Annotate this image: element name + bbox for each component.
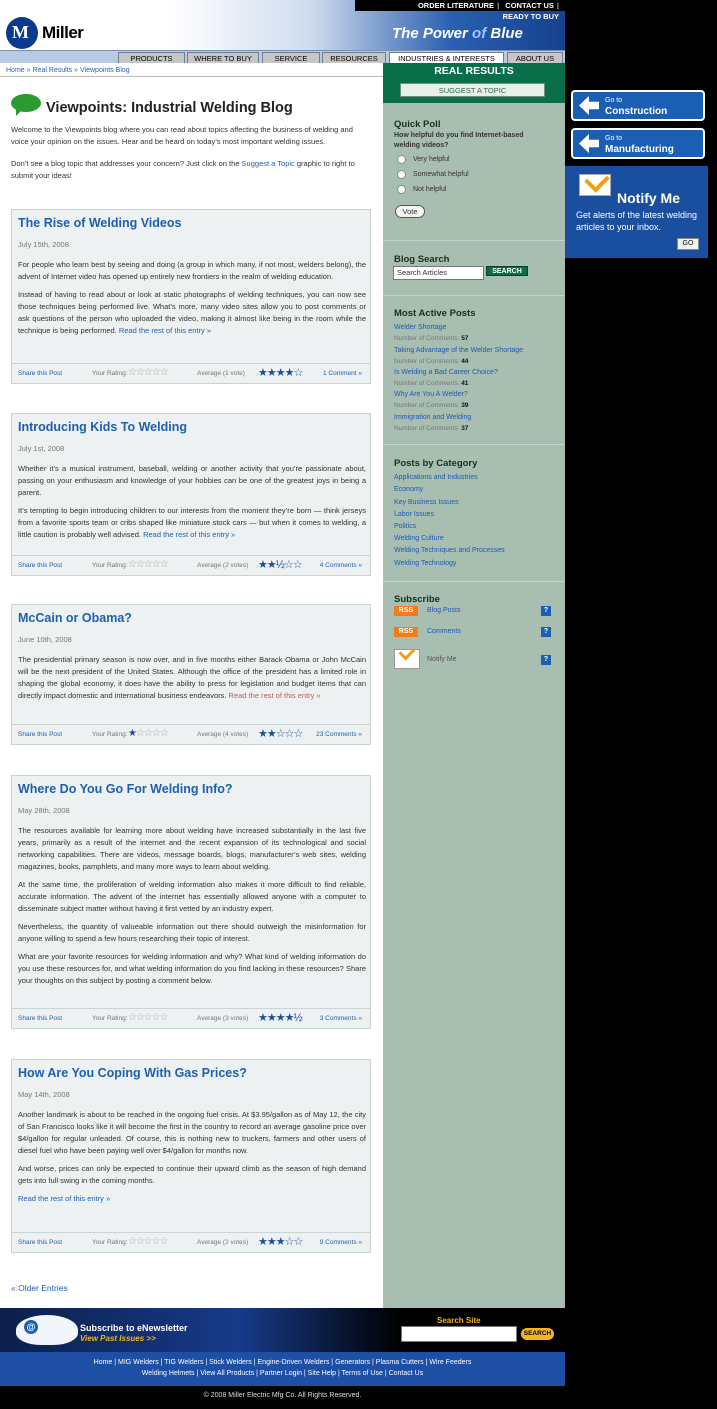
post-body	[18, 654, 366, 708]
post-title[interactable]: Introducing Kids To Welding	[18, 420, 187, 434]
copyright: © 2008 Miller Electric Mfg Co. All Rights Reserved.	[203, 1392, 362, 1399]
average-rating-stars: ★★★★½	[258, 1012, 302, 1024]
active-post-count: Number of Comments: 57	[394, 335, 469, 342]
post-paragraph: What are your favorite resources for welding information and why? What kind of welding information do you use these resources for, and what welding information do you find lacking in these resources? Share your thoughts on this subject by posting a comment below.	[18, 952, 366, 985]
poll-option-label: Very helpful	[413, 156, 450, 163]
site-search-label: Search Site	[437, 1316, 481, 1325]
category-link[interactable]: Welding Techniques and Processes	[394, 547, 505, 554]
nav-industries-interests[interactable]: INDUSTRIES & INTERESTS	[389, 52, 504, 64]
tagline: The Power of Blue	[392, 25, 523, 42]
goto-manufacturing-button[interactable]	[571, 128, 705, 159]
share-post-link[interactable]: Share this Post	[18, 1239, 63, 1246]
your-rating-stars[interactable]: ☆☆☆☆☆	[128, 1236, 168, 1247]
older-entries-link[interactable]: « Older Entries	[11, 1283, 68, 1293]
notify-me-panel	[565, 166, 708, 258]
suggest-topic-link[interactable]: Suggest a Topic	[241, 159, 295, 168]
help-icon[interactable]: ?	[541, 655, 551, 665]
share-post-link[interactable]: Share this Post	[18, 370, 63, 377]
nav-service[interactable]: SERVICE	[262, 52, 320, 64]
poll-question: How helpful do you find Internet-based welding videos?	[394, 132, 524, 149]
comments-link[interactable]: 1 Comment »	[322, 370, 362, 377]
notify-go-button[interactable]: GO	[677, 238, 699, 250]
intro-paragraph-suggest: Don’t see a blog topic that addresses your concern? Just click on the Suggest a Topic graphic to right to submit your ideas!	[11, 159, 355, 180]
miller-logo-icon: M	[6, 17, 38, 49]
your-rating-label: Your Rating:	[92, 731, 128, 738]
comments-link[interactable]: 3 Comments »	[319, 1015, 362, 1022]
read-more-link[interactable]: Read the rest of this entry »	[143, 530, 236, 539]
poll-radio-not-helpful[interactable]	[397, 185, 406, 194]
post-footer	[12, 363, 370, 383]
real-results-banner: REAL RESULTS	[383, 63, 565, 79]
read-more-link[interactable]: Read the rest of this entry »	[118, 326, 212, 335]
poll-radio-somewhat-helpful[interactable]	[397, 170, 406, 179]
footer-links-row-2[interactable]: Welding Helmets | View All Products | Partner Login | Site Help | Terms of Use | Contact Us	[141, 1370, 424, 1377]
average-rating-label: Average (1 vote)	[197, 370, 245, 377]
breadcrumb-sep: »	[26, 67, 31, 74]
share-post-link[interactable]: Share this Post	[18, 1015, 63, 1022]
category-link[interactable]: Welding Technology	[394, 560, 457, 567]
rss-icon[interactable]: RSS	[394, 627, 418, 637]
category-link[interactable]: Key Business Issues	[394, 499, 459, 506]
posts-by-category-title: Posts by Category	[394, 458, 478, 469]
blog-post	[11, 413, 371, 576]
quick-poll-title: Quick Poll	[394, 119, 441, 130]
goto-target: Construction	[605, 106, 668, 117]
post-body	[18, 463, 366, 547]
category-link[interactable]: Economy	[394, 486, 424, 493]
most-active-title: Most Active Posts	[394, 308, 476, 319]
post-paragraph: Whether it’s a musical instrument, baseball, welding or another activity that you’re passionate about, passing on your enthusiasm and knowledge of your hobbies can be one of the greatest joys in being a parent.	[18, 464, 366, 497]
category-link[interactable]: Labor Issues	[394, 511, 435, 518]
post-paragraph: At the same time, the proliferation of welding information also makes it more difficult to find reliable, accurate information. The advent of the internet has essentially allowed anyone with a computer to disseminate subject matter without having it first vetted by an industry expert.	[18, 880, 366, 913]
post-body	[18, 825, 366, 993]
breadcrumb-current[interactable]: Viewpoints Blog	[80, 67, 130, 74]
active-post-link[interactable]: Why Are You A Welder?	[394, 391, 468, 398]
notify-title: Notify Me	[617, 190, 680, 206]
your-rating-stars[interactable]: ☆☆☆☆☆	[128, 367, 168, 378]
post-date: July 15th, 2008	[18, 240, 69, 249]
average-rating-stars: ★★☆☆☆	[258, 728, 303, 740]
comments-link[interactable]: 9 Comments »	[319, 1239, 362, 1246]
subscribe-comments[interactable]: Comments	[427, 628, 461, 635]
speech-bubble-icon	[11, 94, 41, 112]
post-body	[18, 259, 366, 343]
blog-search-input[interactable]: Search Articles	[393, 266, 484, 280]
your-rating-label: Your Rating:	[92, 562, 128, 569]
active-post-count: Number of Comments: 41	[394, 380, 469, 387]
average-rating-label: Average (3 votes)	[197, 1015, 249, 1022]
post-paragraph: Another landmark is about to be reached in the ongoing fuel crisis. At $3.95/gallon as of May 12, the city of San Francisco looks like it will become the first in the country to record an average gasoline price over $4/gallon for regular unleaded. Of course, this is nothing new to truckers, farmers and other users of diesel fuel who have been paying well over $4/gallon for months now.	[18, 1110, 366, 1155]
main-nav	[0, 50, 565, 63]
active-post-count: Number of Comments: 37	[394, 425, 469, 432]
newsletter-icon: @	[16, 1315, 78, 1345]
past-issues-link[interactable]: View Past Issues >>	[80, 1334, 156, 1343]
sidebar	[383, 63, 565, 1308]
poll-option-label: Somewhat helpful	[413, 171, 469, 178]
post-paragraph: And worse, prices can only be expected to continue their upward climb as the season of high demand gets into full swing in the coming months.	[18, 1164, 366, 1185]
nav-where-to-buy[interactable]: WHERE TO BUY	[187, 52, 259, 64]
post-date: July 1st, 2008	[18, 444, 65, 453]
page-title: Viewpoints: Industrial Welding Blog	[46, 100, 293, 116]
post-paragraph: It’s tempting to begin introducing children to our interests from the moment they’re born — think jerseys from a favorite sports team or cribs shaped like miniature stock cars — but when it comes to welding, a little caution is probably well advised. Read the rest of this entry »	[18, 506, 366, 539]
blog-search-button[interactable]: SEARCH	[486, 266, 528, 276]
share-post-link[interactable]: Share this Post	[18, 562, 63, 569]
active-post-link[interactable]: Is Welding a Bad Career Choice?	[394, 369, 498, 376]
active-post-link[interactable]: Immigration and Welding	[394, 414, 472, 421]
arrow-left-icon	[579, 96, 599, 115]
breadcrumb-sep: »	[74, 67, 79, 74]
goto-target: Manufacturing	[605, 144, 674, 155]
average-rating-stars: ★★½☆☆	[258, 559, 302, 571]
post-date: May 28th, 2008	[18, 806, 70, 815]
blog-post	[11, 1059, 371, 1253]
category-link[interactable]: Welding Culture	[394, 535, 444, 542]
post-title[interactable]: The Rise of Welding Videos	[18, 216, 182, 230]
breadcrumb	[0, 63, 383, 77]
arrow-left-icon	[579, 134, 599, 153]
average-rating-label: Average (2 votes)	[197, 1239, 249, 1246]
active-post-link[interactable]: Taking Advantage of the Welder Shortage	[394, 347, 524, 354]
divider	[383, 240, 565, 241]
intro-paragraph: Welcome to the Viewpoints blog where you can read about topics affecting the business of welding and voice your opinion on the issues. Hear and be heard on today’s most important welding issues.	[11, 125, 353, 146]
divider	[383, 295, 565, 296]
average-rating-label: Average (4 votes)	[197, 731, 249, 738]
nav-resources[interactable]: RESOURCES	[322, 52, 386, 64]
your-rating-stars[interactable]: ☆☆☆☆☆	[128, 559, 168, 570]
miller-logo[interactable]	[6, 17, 96, 49]
top-links: ORDER LITERATURE | CONTACT US | READY TO BUY	[355, 0, 565, 11]
post-paragraph: For people who learn best by seeing and doing (a group in which many, if not most, welders belong), the advent of Internet video has opened up entirely new frontiers in the realm of welding education.	[18, 260, 366, 281]
post-title[interactable]: How Are You Coping With Gas Prices?	[18, 1066, 247, 1080]
post-date: June 10th, 2008	[18, 635, 72, 644]
post-footer	[12, 1232, 370, 1252]
help-icon[interactable]: ?	[541, 606, 551, 616]
breadcrumb-real-results[interactable]: Real Results	[32, 67, 73, 74]
goto-label: Go to	[605, 135, 623, 142]
post-paragraph: The presidential primary season is now over, and in five months either Barack Obama or John McCain will be the next president of the United States. Although the office of the president has a limited role in shaping the global economy, it does have the ability to press for legislation and budget items that can directly impact domestic and international business endeavors. Read the rest of this entry »	[18, 655, 366, 700]
intro	[11, 124, 371, 192]
comments-link[interactable]: 23 Comments »	[316, 731, 362, 738]
footer-links-row-1[interactable]: Home | MIG Welders | TIG Welders | Stick Welders | Engine-Driven Welders | Generators | Plasma Cutters | Wire Feeders	[93, 1359, 472, 1366]
active-post-count: Number of Comments: 39	[394, 402, 469, 409]
divider	[383, 581, 565, 582]
site-search-input[interactable]	[401, 1326, 517, 1342]
post-paragraph	[18, 1193, 366, 1205]
post-paragraph: The resources available for learning more about welding have increased substantially in the last five years, primarily as a result of the internet and the recent expansion of its technological and social networking capabilities. There are videos, message boards, blogs, manufacturer’s web sites, welding magazines, books, pamphlets, and many more ways to learn about welding.	[18, 826, 366, 871]
logo-text: Miller	[42, 23, 84, 42]
your-rating-label: Your Rating:	[92, 370, 128, 377]
blog-post	[11, 209, 371, 384]
post-paragraph: Instead of having to read about or look at static photographs of welding techniques, you can now see those techniques being performed live. What’s more, many video sites allow you to post comments or ask questions of the person who uploaded the video, making it almost like being in the room while the technique is being performed. Read the rest of this entry »	[18, 290, 366, 335]
category-link[interactable]: Applications and Industries	[394, 474, 478, 481]
blog-search-title: Blog Search	[394, 254, 450, 265]
post-paragraph: Nevertheless, the quantity of valueable information out there should outweigh the misinformation for anyone willing to spend a few hours researching their topic of interest.	[18, 922, 366, 943]
blog-post	[11, 604, 371, 745]
your-rating-label: Your Rating:	[92, 1239, 128, 1246]
average-rating-label: Average (2 votes)	[197, 562, 249, 569]
vote-button[interactable]: Vote	[395, 205, 425, 218]
comments-link[interactable]: 4 Comments »	[319, 562, 362, 569]
post-footer	[12, 724, 370, 744]
share-post-link[interactable]: Share this Post	[18, 731, 63, 738]
active-post-link[interactable]: Welder Shortage	[394, 324, 447, 331]
category-link[interactable]: Politics	[394, 523, 417, 530]
top-link-ready-to-buy[interactable]: READY TO BUY	[502, 12, 559, 21]
subscribe-notify-me[interactable]: Notify Me	[427, 656, 457, 663]
your-rating-stars[interactable]: ★☆☆☆☆	[128, 728, 168, 739]
poll-option-label: Not helpful	[413, 186, 447, 193]
subscribe-newsletter-link[interactable]: Subscribe to eNewsletter	[80, 1323, 188, 1333]
divider	[383, 444, 565, 445]
post-body	[18, 1109, 366, 1211]
read-more-link[interactable]: Read the rest of this entry »	[228, 691, 321, 700]
average-rating-stars: ★★★☆☆	[258, 1236, 303, 1248]
subscribe-title: Subscribe	[394, 594, 440, 605]
post-footer	[12, 1008, 370, 1028]
poll-radio-very-helpful[interactable]	[397, 155, 406, 164]
nav-products[interactable]: PRODUCTS	[118, 52, 185, 64]
post-footer	[12, 555, 370, 575]
footer-links	[0, 1352, 565, 1386]
breadcrumb-home[interactable]: Home	[6, 67, 25, 74]
post-title[interactable]: McCain or Obama?	[18, 611, 132, 625]
goto-label: Go to	[605, 97, 623, 104]
nav-about-us[interactable]: ABOUT US	[507, 52, 563, 64]
top-link-order-literature[interactable]: ORDER LITERATURE	[417, 1, 495, 10]
subscribe-blog-posts[interactable]: Blog Posts	[427, 607, 461, 614]
suggest-topic-button[interactable]: SUGGEST A TOPIC	[400, 83, 545, 97]
top-link-contact-us[interactable]: CONTACT US	[505, 1, 554, 10]
notify-text: Get alerts of the latest welding articles to your inbox.	[576, 210, 698, 232]
active-post-count: Number of Comments: 44	[394, 358, 469, 365]
your-rating-stars[interactable]: ☆☆☆☆☆	[128, 1012, 168, 1023]
site-search-button[interactable]: SEARCH	[521, 1328, 554, 1340]
blog-post	[11, 775, 371, 1029]
help-icon[interactable]: ?	[541, 627, 551, 637]
your-rating-label: Your Rating:	[92, 1015, 128, 1022]
goto-construction-button[interactable]	[571, 90, 705, 121]
post-title[interactable]: Where Do You Go For Welding Info?	[18, 782, 233, 796]
read-more-link[interactable]: Read the rest of this entry »	[18, 1194, 111, 1203]
rss-icon[interactable]: RSS	[394, 606, 418, 616]
average-rating-stars: ★★★★☆	[258, 367, 303, 379]
post-date: May 14th, 2008	[18, 1090, 70, 1099]
